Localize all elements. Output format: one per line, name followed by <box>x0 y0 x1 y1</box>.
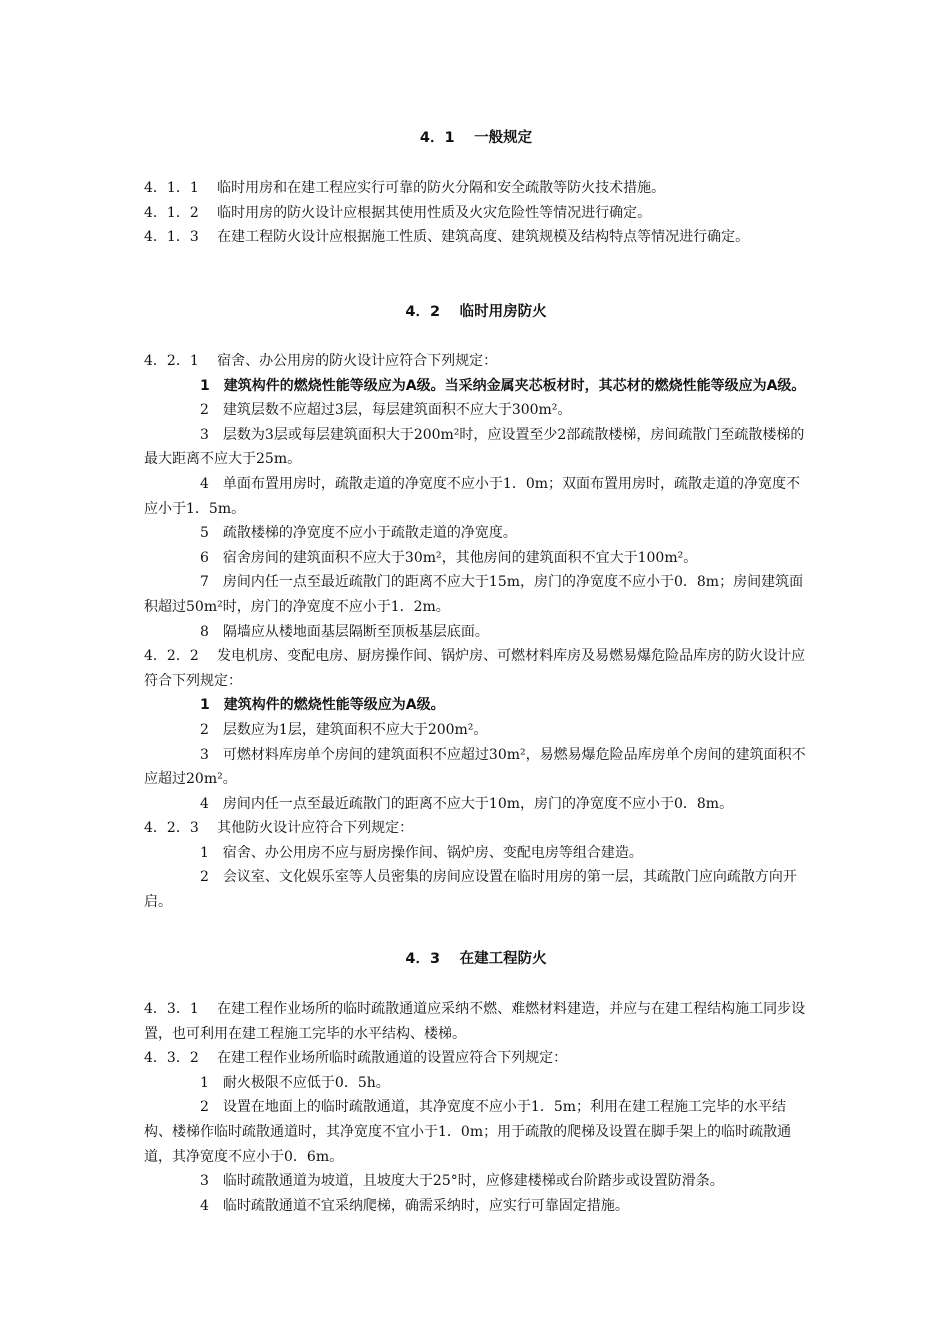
section-4-3-body <box>144 997 808 1218</box>
clause-4-3-2: 4．3．2 在建工程作业场所临时疏散通道的设置应符合下列规定： <box>144 1050 568 1067</box>
clause-4-3-2-item-1: 1 耐火极限不应低于0．5h。 <box>200 1074 390 1091</box>
heading-4-2: 4．2 临时用房防火 <box>405 304 547 320</box>
clause-4-2-1-item-3: 3 层数为3层或每层建筑面积大于200m²时，应设置至少2部疏散楼梯，房间疏散门至疏散楼梯的最大距离不应大于25m。 <box>144 426 805 468</box>
clause-4-3-1: 4．3．1 在建工程作业场所的临时疏散通道应采纳不燃、难燃材料建造，并应与在建工程结构施工同步设置，也可利用在建工程施工完毕的水平结构、楼梯。 <box>144 1001 806 1042</box>
clause-4-2-1-item-4: 4 单面布置用房时，疏散走道的净宽度不应小于1．0m；双面布置用房时，疏散走道的净宽度不应小于1．5m。 <box>144 475 800 517</box>
clause-4-2-2: 4．2．2 发电机房、变配电房、厨房操作间、锅炉房、可燃材料库房及易燃易爆危险品库房的防火设计应符合下列规定： <box>144 648 806 689</box>
clause-4-2-2-item-2: 2 层数应为1层，建筑面积不应大于200m²。 <box>200 721 488 738</box>
heading-4-3: 4．3 在建工程防火 <box>405 951 547 967</box>
clause-4-1-3: 4．1．3 在建工程防火设计应根据施工性质、建筑高度、建筑规模及结构特点等情况进行确定。 <box>144 229 750 246</box>
clause-4-2-1-item-6: 6 宿舍房间的建筑面积不应大于30m²，其他房间的建筑面积不宜大于100m²。 <box>200 549 698 566</box>
section-4-1-body <box>144 176 808 250</box>
clause-4-2-3: 4．2．3 其他防火设计应符合下列规定： <box>144 820 414 837</box>
clause-4-3-2-item-3: 3 临时疏散通道为坡道，且坡度大于25°时，应修建楼梯或台阶踏步或设置防滑条。 <box>200 1173 724 1190</box>
clause-4-2-1-item-7: 7 房间内任一点至最近疏散门的距离不应大于15m，房门的净宽度不应小于0．8m；房间建筑面积超过50m²时，房门的净宽度不应小于1．2m。 <box>144 574 804 615</box>
heading-4-1: 4．1 一般规定 <box>419 130 533 146</box>
clause-4-3-2-item-2: 2 设置在地面上的临时疏散通道，其净宽度不应小于1．5m；利用在建工程施工完毕的水平结构、楼梯作临时疏散通道时，其净宽度不宜小于1．0m；用于疏散的爬梯及设置在脚手架上的临时疏散通道，其净宽度不应小于0．6m。 <box>144 1099 792 1165</box>
clause-4-2-3-item-1: 1 宿舍、办公用房不应与厨房操作间、锅炉房、变配电房等组合建造。 <box>200 844 643 861</box>
section-4-2-body <box>144 349 808 915</box>
clause-4-2-1-item-1: 1 建筑构件的燃烧性能等级应为A级。当采纳金属夹芯板材时，其芯材的燃烧性能等级应为A级。 <box>200 377 806 394</box>
clause-4-2-1: 4．2．1 宿舍、办公用房的防火设计应符合下列规定： <box>144 353 498 369</box>
clause-4-2-1-item-5: 5 疏散楼梯的净宽度不应小于疏散走道的净宽度。 <box>200 525 517 542</box>
clause-4-1-2: 4．1．2 临时用房的防火设计应根据其使用性质及火灾危险性等情况进行确定。 <box>144 204 652 221</box>
clause-4-1-1: 4．1．1 临时用房和在建工程应实行可靠的防火分隔和安全疏散等防火技术措施。 <box>144 180 666 196</box>
clause-4-2-2-item-3: 3 可燃材料库房单个房间的建筑面积不应超过30m²，易燃易爆危险品库房单个房间的建筑面积不应超过20m²。 <box>144 746 806 788</box>
clause-4-3-2-item-4: 4 临时疏散通道不宜采纳爬梯，确需采纳时，应实行可靠固定措施。 <box>200 1197 629 1214</box>
clause-4-2-2-item-4: 4 房间内任一点至最近疏散门的距离不应大于10m，房门的净宽度不应小于0．8m。 <box>200 795 734 812</box>
clause-4-2-1-item-2: 2 建筑层数不应超过3层，每层建筑面积不应大于300m²。 <box>200 402 572 419</box>
clause-4-2-1-item-8: 8 隔墙应从楼地面基层隔断至顶板基层底面。 <box>200 623 489 640</box>
clause-4-2-3-item-2: 2 会议室、文化娱乐室等人员密集的房间应设置在临时用房的第一层，其疏散门应向疏散方向开启。 <box>144 869 797 911</box>
clause-4-2-2-item-1: 1 建筑构件的燃烧性能等级应为A级。 <box>200 697 445 714</box>
